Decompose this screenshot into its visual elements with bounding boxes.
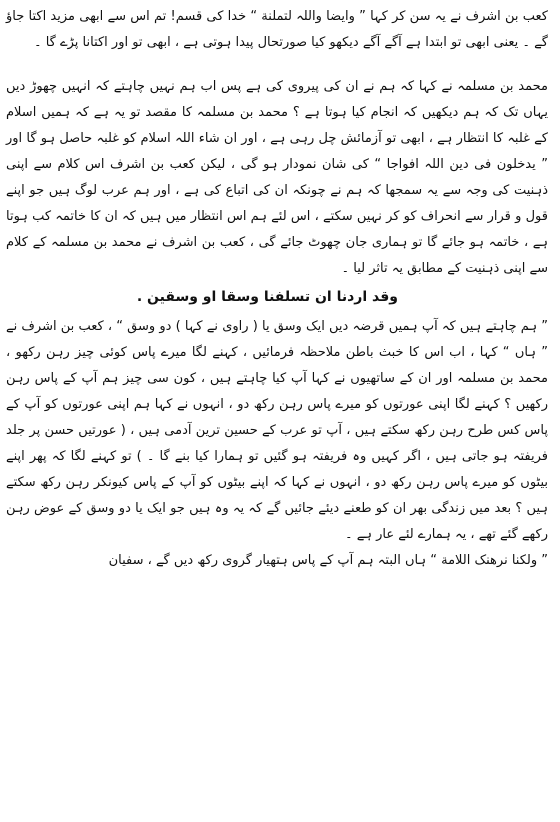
arabic-heading: وقد اردنا ان تسلفنا وسقا او وسقین . (136, 289, 398, 305)
paragraph-4: ” ولکنا نرھنک اللامة “ ہاں البتہ ہم آپ کے پاس ہتھیار گروی رکھ دیں گے ، سفیان (108, 553, 548, 568)
paragraph-3: ” ہم چاہتے ہیں کہ آپ ہمیں قرضہ دیں ایک وسق یا ( راوی نے کہا ) دو وسق “ ، کعب بن اشرف نے ” ہاں “ کہا ، اب اس کا خبث باطن ملاحظہ فرمائیں ، کہنے لگا میرے پاس کوئی چیز رہن رکھو ، محمد بن مسلمہ اور ان کے ساتھیوں نے کہا آپ کیا چاہتے ہیں ، کون سی چیز ہم آپ کے پاس رہن رکھیں ؟ کہنے لگا اپنی عورتوں کو میرے پاس رہن رکھ دو ، انہوں نے کہا ہم اپنی عورتوں کو آپ کے پاس کس طرح رہن رکھ سکتے ہیں ، آپ تو عرب کے حسین ترین آدمی ہیں ، ( عورتیں حسن پر جلد فریفتہ ہو جاتی ہیں ، اگر کہیں وہ فریفتہ ہو گئیں تو ہمارا کیا بنے گا ۔ ) تو کہنے لگا کہ پھر اپنے بیٹوں کو میرے پاس رہن رکھ دو ، انہوں نے کہا کہ اپنے بیٹوں کو آپ کے پاس کیونکر رہن رکھ سکتے ہیں ؟ بعد میں زندگی بھر ان کو طعنے دیئے جائیں گے کہ یہ وہ ہیں جو ایک یا دو وسق کے عوض رہن رکھے گئے تھے ، یہ ہمارے لئے عار ہے ۔ (6, 319, 548, 542)
paragraph-2: محمد بن مسلمہ نے کہا کہ ہم نے ان کی پیروی کی ہے پس اب ہم نہیں چاہتے کہ انہیں چھوڑ دیں یہاں تک کہ ہم دیکھیں کہ انجام کیا ہوتا ہے ؟ محمد بن مسلمہ کا مقصد تو یہ ہے کہ ہمیں اسلام کے غلبہ کا انتظار ہے ، ابھی تو آزمائش چل رہی ہے ، اور ان شاء اللہ اسلام کو غلبہ حاصل ہو گا اور ” یدخلون فی دین اللہ افواجا “ کی شان نمودار ہو گی ، لیکن کعب بن اشرف اس کلام سے اپنی ذہنیت کی وجہ سے یہ سمجھا کہ ہم نے چونکہ ان کی اتباع کی ہے ، اور ہم عرب لوگ ہیں جو اپنے قول و قرار سے انحراف کو کر نہیں سکتے ، اس لئے ہم اس انتظار میں ہیں کہ ان کا خاتمہ کب ہوتا ہے ، خاتمہ ہو جائے گا تو ہماری جان چھوٹ جائے گی ، کعب بن اشرف نے محمد بن مسلمہ کے کلام سے اپنی ذہنیت کے مطابق یہ تاثر لیا ۔ (6, 79, 548, 276)
paragraph-spacer (6, 56, 548, 74)
paragraph-1: کعب بن اشرف نے یہ سن کر کہا ” وایضا واللہ لتملنة “ خدا کی قسم! تم اس سے ابھی مزید اکتا جاؤ گے ۔ یعنی ابھی تو ابتدا ہے آگے آگے دیکھو کیا صورتحال پیدا ہوتی ہے ، ابھی تو اور اکتانا پڑے گا ۔ (6, 9, 548, 50)
